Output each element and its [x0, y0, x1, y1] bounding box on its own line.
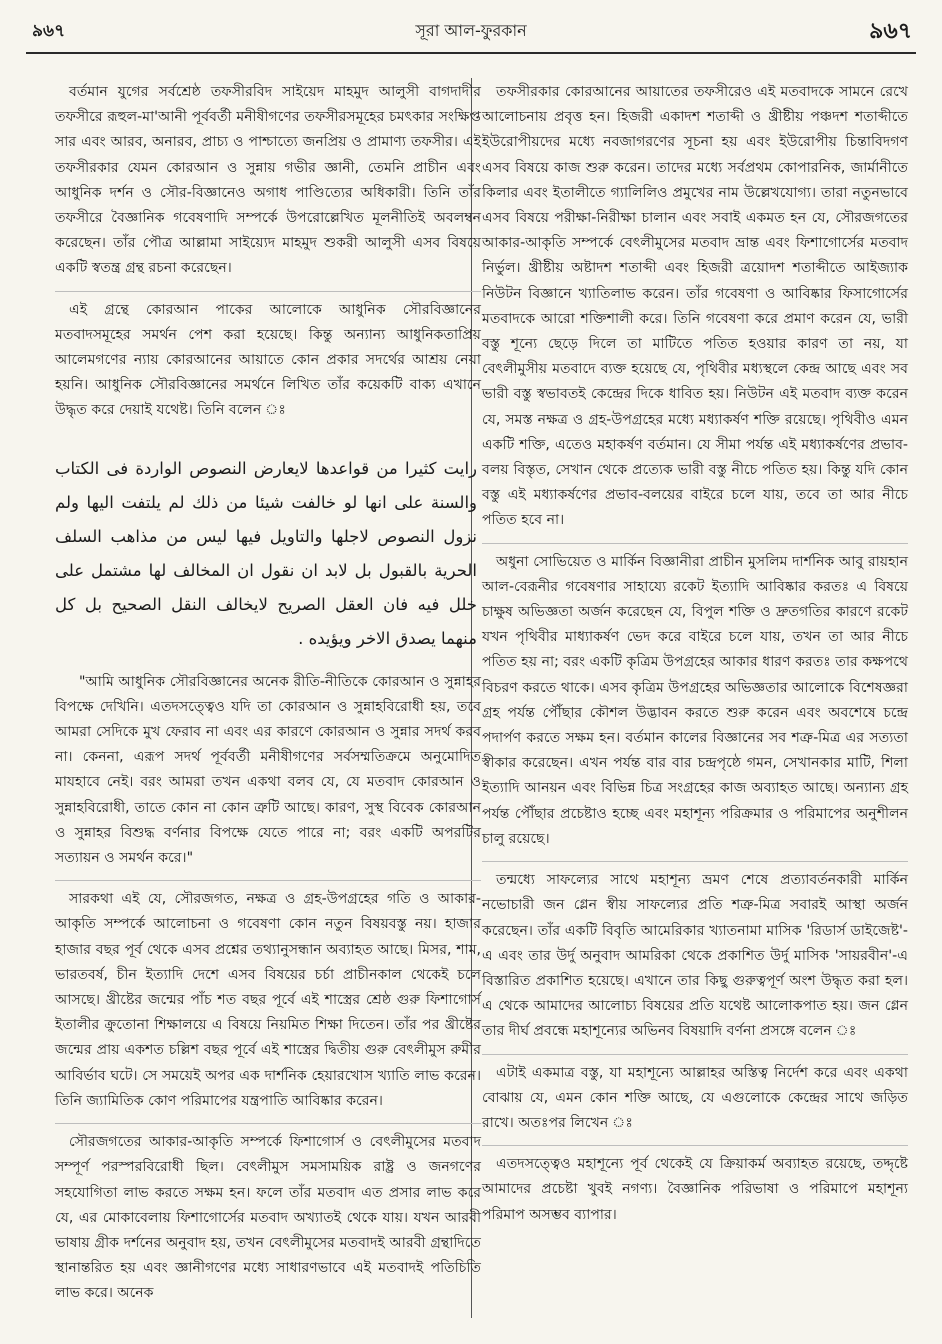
page-number-right: ৯৬৭	[869, 19, 912, 44]
translation-quote: "আমি আধুনিক সৌরবিজ্ঞানের অনেক রীতি-নীতিকে কোরআন ও সুন্নাহর বিপক্ষে দেখিনি। এতদসত্ত্বেও যদি তা কোরআন ও সুন্নাহবিরোধী হয়, তবে আমরা সেদিকে মুখ ফেরাব না এবং এর কারণে কোরআন ও সুন্নার সদর্থ করব না। কেননা, এরূপ সদর্থ পূর্ববর্তী মনীষীগণের সর্বসম্মতিক্রমে অনুমোদিত মাযহাবে নেই। বরং আমরা তখন একথা বলব যে, যে মতবাদ কোরআন ও সুন্নাহবিরোধী, তাতে কোন না কোন ত্রুটি আছে। কারণ, সুস্থ বিবেক কোরআন ও সুন্নাহর বিশুদ্ধ বর্ণনার বিপক্ষে যেতে পারে না; বরং একটি অপরটির সত্যায়ন ও সমর্থন করে।"	[55, 673, 481, 867]
page-header	[26, 12, 916, 54]
paragraph: এতদসত্ত্বেও মহাশূন্যে পূর্ব থেকেই যে ক্রিয়াকর্ম অব্যাহত রয়েছে, তদ্দৃষ্টে আমাদের প্রচেষ্টা খুবই নগণ্য। বৈজ্ঞানিক পরিভাষা ও পরিমাপে মহাশূন্য পরিমাপ অসম্ভব ব্যাপার।	[482, 1145, 908, 1228]
left-column	[55, 80, 481, 1316]
page-number-left: ৯৬৭	[32, 21, 66, 41]
paragraph: সারকথা এই যে, সৌরজগত, নক্ষত্র ও গ্রহ-উপগ্রহের গতি ও আকার-আকৃতি সম্পর্কে আলোচনা ও গবেষণা কোন নতুন বিষয়বস্তু নয়। হাজার হাজার বছর পূর্ব থেকে এসব প্রশ্নের তথ্যানুসন্ধান অব্যাহত আছে। মিসর, শাম, ভারতবর্ষ, চীন ইত্যাদি দেশে এসব বিষয়ের চর্চা প্রাচীনকাল থেকেই চলে আসছে। খ্রীষ্টের জন্মের পাঁচ শত বছর পূর্বে এই শাস্ত্রের শ্রেষ্ঠ গুরু ফিশাগোর্স ইতালীর ক্রুতোনা শিক্ষালয়ে এ বিষয়ে নিয়মিত শিক্ষা দিতেন। তাঁর পর খ্রীষ্টের জন্মের প্রায় একশত চল্লিশ বছর পূর্বে এই শাস্ত্রের দ্বিতীয় গুরু বেৎলীমুস রুমীর আবির্ভাব ঘটে। সে সময়েই অপর এক দার্শনিক হেয়ারখোস খ্যাতি লাভ করেন। তিনি জ্যামিতিক কোণ পরিমাপের যন্ত্রপাতি আবিষ্কার করেন।	[55, 880, 481, 1114]
paragraph: অধুনা সোভিয়েত ও মার্কিন বিজ্ঞানীরা প্রাচীন মুসলিম দার্শনিক আবু রায়হান আল-বেরূনীর গবেষণার সাহায্যে রকেট ইত্যাদি আবিষ্কার করতঃ এ বিষয়ে চাক্ষুষ অভিজ্ঞতা অর্জন করেছেন যে, বিপুল শক্তি ও দ্রুতগতির কারণে রকেট যখন পৃথিবীর মাধ্যাকর্ষণ ভেদ করে বাইরে চলে যায়, তখন তা আর নীচে পতিত হয় না; বরং একটি কৃত্রিম উপগ্রহের আকার ধারণ করতঃ তার কক্ষপথে বিচরণ করতে থাকে। এসব কৃত্রিম উপগ্রহের অভিজ্ঞতার আলোকে বিশেষজ্ঞরা গ্রহ পর্যন্ত পৌঁছার কৌশল উদ্ভাবন করতে শুরু করেন এবং অবশেষে চন্দ্রে পদার্পণ করতে সক্ষম হন। বর্তমান কালের বিজ্ঞানের সব শত্রু-মিত্র এর সত্যতা স্বীকার করেছেন। এখন পর্যন্ত বার বার চন্দ্রপৃষ্ঠে গমন, সেখানকার মাটি, শিলা ইত্যাদি আনয়ন এবং বিভিন্ন চিত্র সংগ্রহের কাজ অব্যাহত আছে। অন্যান্য গ্রহ পর্যন্ত পৌঁছার প্রচেষ্টাও হচ্ছে এবং মহাশূন্য পরিক্রমার ও পরিমাপের অনুশীলন চালু রয়েছে।	[482, 543, 908, 852]
paragraph: বর্তমান যুগের সর্বশ্রেষ্ঠ তফসীরবিদ সাইয়েদ মাহমুদ আলুসী বাগদাদীর তফসীরে রূহুল-মা'আনী পূর্ববর্তী মনীষীগণের তফসীরসমূহের চমৎকার সংক্ষিপ্ত সার এবং আরব, অনারব, প্রাচ্য ও পাশ্চাত্যে জনপ্রিয় ও প্রামাণ্য তফসীর। এই তফসীরকার যেমন কোরআন ও সুন্নায় গভীর জ্ঞানী, তেমনি প্রাচীন এবং আধুনিক দর্শন ও সৌর-বিজ্ঞানেও অগাধ পাণ্ডিত্যের অধিকারী। তিনি তাঁর তফসীরে বৈজ্ঞানিক গবেষণাদি সম্পর্কে উপরোল্লেখিত মূলনীতিই অবলম্বন করেছেন। তাঁর পৌত্র আল্লামা সাইয়্যেদ মাহমুদ শুকরী আলুসী এসব বিষয়ে একটি স্বতন্ত্র গ্রন্থ রচনা করেছেন।	[55, 84, 481, 277]
paragraph: এই গ্রন্থে কোরআন পাকের আলোকে আধুনিক সৌরবিজ্ঞানের মতবাদসমূহের সমর্থন পেশ করা হয়েছে। কিন্তু অন্যান্য আধুনিকতাপ্রিয় আলেমগণের ন্যায় কোরআনের আয়াতে কোন প্রকার সদর্থের আশ্রয় নেয়া হয়নি। আধুনিক সৌরবিজ্ঞানের সমর্থনে লিখিত তাঁর কয়েকটি বাক্য এখানে উদ্ধৃত করে দেয়াই যথেষ্ট। তিনি বলেন ঃ	[55, 291, 481, 424]
page-title: সূরা আল-ফুরকান	[415, 21, 527, 40]
arabic-quote: رايت كثيرا من قواعدها لايعارض النصوص الواردة فى الكتاب والسنة على انها لو خالفت شيئا من ذلك لم يلتفت اليها ولم نزول النصوص لاجلها والتاويل فيها ليس من مذاهب السلف الحرية بالقبول بل لابد ان نقول ان المخالف لها مشتمل على خلل فيه فان العقل الصريح لايخالف النقل الصحيح بل كل منهما يصدق الاخر ويؤيده .	[55, 458, 477, 648]
paragraph: এটাই একমাত্র বস্তু, যা মহাশূন্যে আল্লাহর অস্তিত্ব নির্দেশ করে এবং একথা বোঝায় যে, এমন কোন শক্তি আছে, যে এগুলোকে কেন্দ্রের সাথে জড়িত রাখে। অতঃপর লিখেন ঃ	[482, 1054, 908, 1137]
paragraph: তন্মধ্যে সাফল্যের সাথে মহাশূন্য ভ্রমণ শেষে প্রত্যাবর্তনকারী মার্কিন নভোচারী জন গ্লেন স্বীয় সাফল্যের প্রতি শত্রু-মিত্র সবারই আস্থা অর্জন করেছেন। তাঁর একটি বিবৃতি আমেরিকার খ্যাতনামা মাসিক 'রিডার্স ডাইজেষ্ট'-এ এবং তার উর্দু অনুবাদ আমরিকা থেকে প্রকাশিত উর্দু মাসিক 'সায়রবীন'-এ বিস্তারিত প্রকাশিত হয়েছে। এখানে তার কিছু গুরুত্বপূর্ণ অংশ উদ্ধৃত করা হল। এ থেকে আমাদের আলোচ্য বিষয়ের প্রতি যথেষ্ট আলোকপাত হয়। জন গ্লেন তার দীর্ঘ প্রবন্ধে মহাশূন্যের অভিনব বিষয়াদি বর্ণনা প্রসঙ্গে বলেন ঃ	[482, 861, 908, 1044]
paragraph: তফসীরকার কোরআনের আয়াতের তফসীরেও এই মতবাদকে সামনে রেখে আলোচনায় প্রবৃত্ত হন। হিজরী একাদশ শতাব্দী ও খ্রীষ্টীয় পঞ্চদশ শতাব্দীতে ইউরোপীয়দের মধ্যে নবজাগরণের সূচনা হয় এবং ইউরোপীয় চিন্তাবিদগণ এসব বিষয়ে কাজ শুরু করেন। তাদের মধ্যে সর্বপ্রথম কোপারনিক, জার্মানীতে কিলার এবং ইতালীতে গ্যালিলিও প্রমুখের নাম উল্লেখযোগ্য। তারা নতুনভাবে এসব বিষয়ে পরীক্ষা-নিরীক্ষা চালান এবং সবাই একমত হন যে, সৌরজগতের আকার-আকৃতি সম্পর্কে বেৎলীমুসের মতবাদ ভ্রান্ত এবং ফিশাগোর্সের মতবাদ নির্ভুল। খ্রীষ্টীয় অষ্টাদশ শতাব্দী এবং হিজরী ত্রয়োদশ শতাব্দীতে আইজ্যাক নিউটন বিজ্ঞানে খ্যাতিলাভ করেন। তাঁর গবেষণা ও আবিষ্কার ফিসাগোর্সের মতবাদকে আরো শক্তিশালী করে। তিনি গবেষণা করে প্রমাণ করেন যে, ভারী বস্তু শূন্যে ছেড়ে দিলে তা মাটিতে পতিত হওয়ার কারণ তা নয়, যা বেৎলীমুসীয় মতবাদে ব্যক্ত হয়েছে যে, পৃথিবীর মধ্যস্থলে কেন্দ্র আছে এবং সব ভারী বস্তু স্বভাবতই কেন্দ্রের দিকে ধাবিত হয়। নিউটন এই মতবাদ ব্যক্ত করেন যে, সমস্ত নক্ষত্র ও গ্রহ-উপগ্রহের মধ্যে মধ্যাকর্ষণ শক্তি রয়েছে। পৃথিবীও এমন একটি শক্তি, এতেও মহাকর্ষণ বর্তমান। যে সীমা পর্যন্ত এই মধ্যাকর্ষণের প্রভাব-বলয় বিস্তৃত, সেখান থেকে প্রত্যেক ভারী বস্তু নীচে পতিত হয়। কিন্তু যদি কোন বস্তু এই মধ্যাকর্ষণের প্রভাব-বলয়ের বাইরে চলে যায়, তবে তা আর নীচে পতিত হবে না।	[482, 84, 908, 529]
paragraph: সৌরজগতের আকার-আকৃতি সম্পর্কে ফিশাগোর্স ও বেৎলীমুসের মতবাদ সম্পূর্ণ পরস্পরবিরোধী ছিল। বেৎলীমুস সমসাময়িক রাষ্ট্র ও জনগণের সহযোগিতা লাভ করতে সক্ষম হন। ফলে তাঁর মতবাদ এত প্রসার লাভ করে যে, এর মোকাবেলায় ফিশাগোর্সের মতবাদ অখ্যাতই থেকে যায়। যখন আরবী ভাষায় গ্রীক দর্শনের অনুবাদ হয়, তখন বেৎলীমুসের মতবাদই আরবী গ্রন্থাদিতে স্থানান্তরিত হয় এবং জ্ঞানীগণের মধ্যে সাধারণভাবে এই মতবাদই পতিচিতি লাভ করে। অনেক	[55, 1123, 481, 1306]
right-column	[482, 80, 908, 1237]
